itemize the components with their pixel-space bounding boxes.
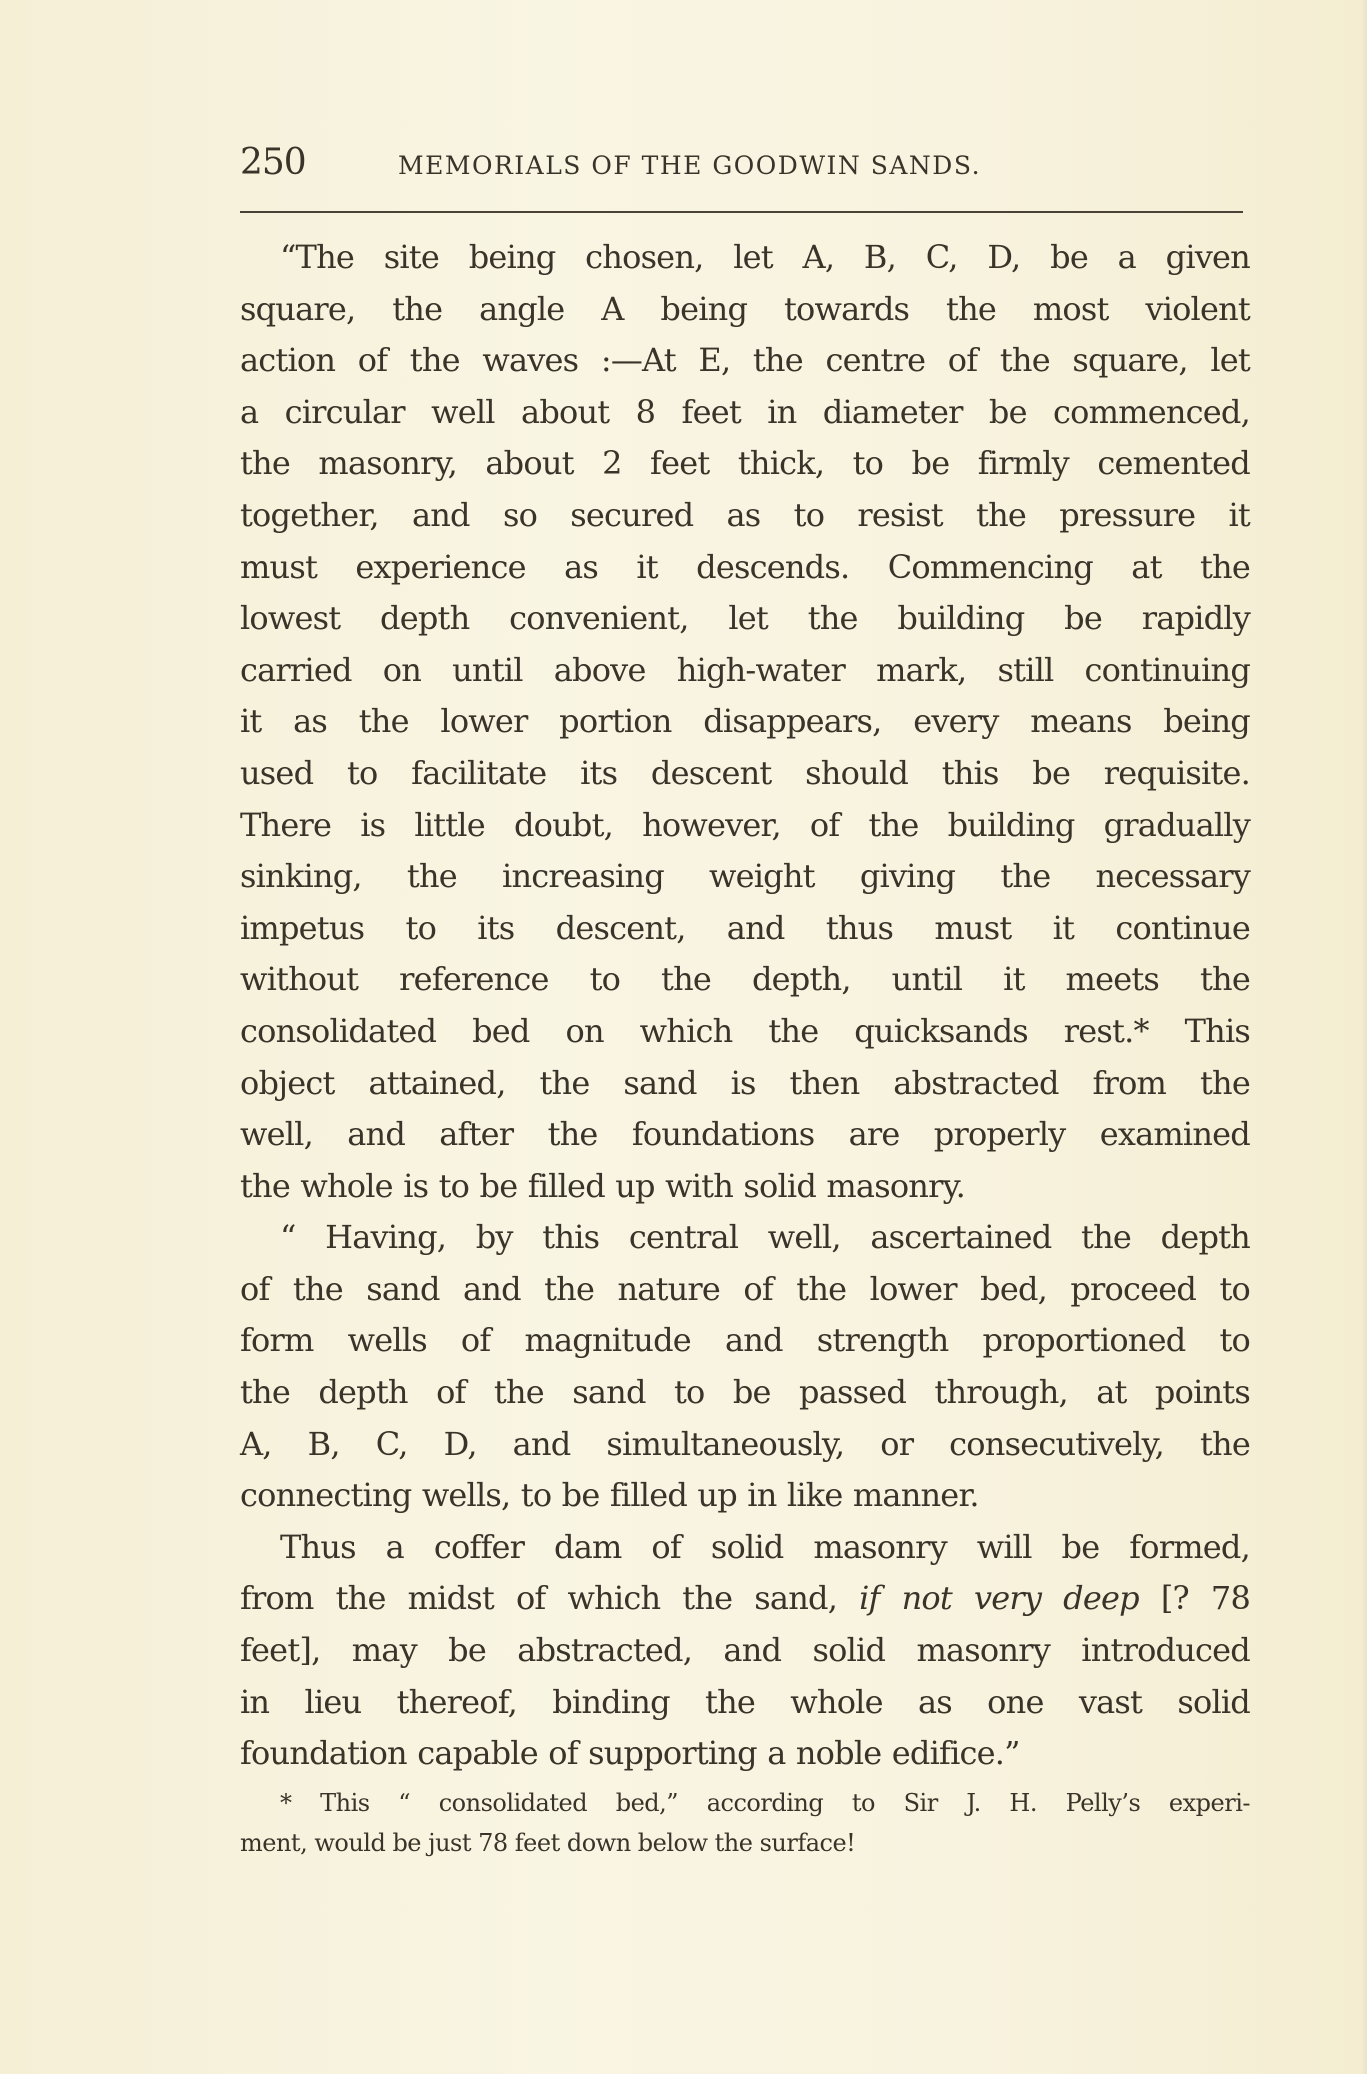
text-line: it as the lower portion disappears, every means being	[240, 702, 1250, 741]
text-line: the masonry, about 2 feet thick, to be firmly cemented	[240, 444, 1250, 483]
text-line: Thus a coffer dam of solid masonry will be formed,	[280, 1527, 1250, 1566]
body-text	[240, 232, 1250, 1780]
text-line: feet], may be abstracted, and solid masonry introduced	[240, 1631, 1250, 1670]
text-line: impetus to its descent, and thus must it continue	[240, 908, 1250, 947]
text-line: square, the angle A being towards the most violent	[240, 289, 1250, 328]
footnote-line: ment, would be just 78 feet down below the surface!	[240, 1829, 856, 1857]
text-line: the depth of the sand to be passed through, at points	[240, 1373, 1250, 1412]
text-line: of the sand and the nature of the lower bed, proceed to	[240, 1269, 1250, 1308]
text-line-with-italic	[240, 1573, 1250, 1625]
page-number: 250	[240, 142, 306, 183]
text-line: well, and after the foundations are properly examined	[240, 1115, 1250, 1154]
text-segment: [? 78	[1138, 1579, 1251, 1618]
text-line: used to facilitate its descent should this be requisite.	[240, 753, 1250, 792]
text-line: form wells of magnitude and strength proportioned to	[240, 1321, 1250, 1360]
text-line: sinking, the increasing weight giving the necessary	[240, 857, 1250, 896]
text-line: in lieu thereof, binding the whole as one vast solid	[240, 1682, 1250, 1721]
text-line: object attained, the sand is then abstracted from the	[240, 1063, 1250, 1102]
text-line: consolidated bed on which the quicksands rest.* This	[240, 1011, 1250, 1050]
text-line: A, B, C, D, and simultaneously, or consecutively, the	[240, 1424, 1250, 1463]
running-title: MEMORIALS OF THE GOODWIN SANDS.	[398, 151, 982, 180]
text-line: lowest depth convenient, let the building be rapidly	[240, 599, 1250, 638]
text-segment: from the midst of which the sand,	[240, 1579, 860, 1618]
text-line: “The site being chosen, let A, B, C, D, be a given	[280, 238, 1250, 276]
footnote-line: * This “ consolidated bed,” according to Sir J. H. Pelly’s experi-	[280, 1789, 1250, 1817]
text-line: There is little doubt, however, of the building gradually	[240, 805, 1250, 844]
text-line: must experience as it descends. Commencing at the	[240, 547, 1250, 586]
text-line: carried on until above high-water mark, still continuing	[240, 650, 1250, 689]
text-line: foundation capable of supporting a noble edifice.”	[240, 1734, 1020, 1773]
header-rule	[240, 211, 1243, 213]
running-head	[240, 142, 1250, 192]
footnote	[240, 1783, 1250, 1863]
text-line: action of the waves :—At E, the centre of the square, let	[240, 341, 1250, 380]
text-line: “ Having, by this central well, ascertained the depth	[280, 1218, 1250, 1257]
page-edge-shadow	[1361, 0, 1367, 2074]
text-line: connecting wells, to be filled up in like manner.	[240, 1476, 979, 1515]
italic-phrase: if not very deep	[859, 1579, 1139, 1618]
text-line: together, and so secured as to resist the pressure it	[240, 495, 1250, 534]
text-line: the whole is to be filled up with solid masonry.	[240, 1166, 966, 1205]
text-line: without reference to the depth, until it meets the	[240, 960, 1250, 999]
text-line: a circular well about 8 feet in diameter be commenced,	[240, 392, 1250, 431]
